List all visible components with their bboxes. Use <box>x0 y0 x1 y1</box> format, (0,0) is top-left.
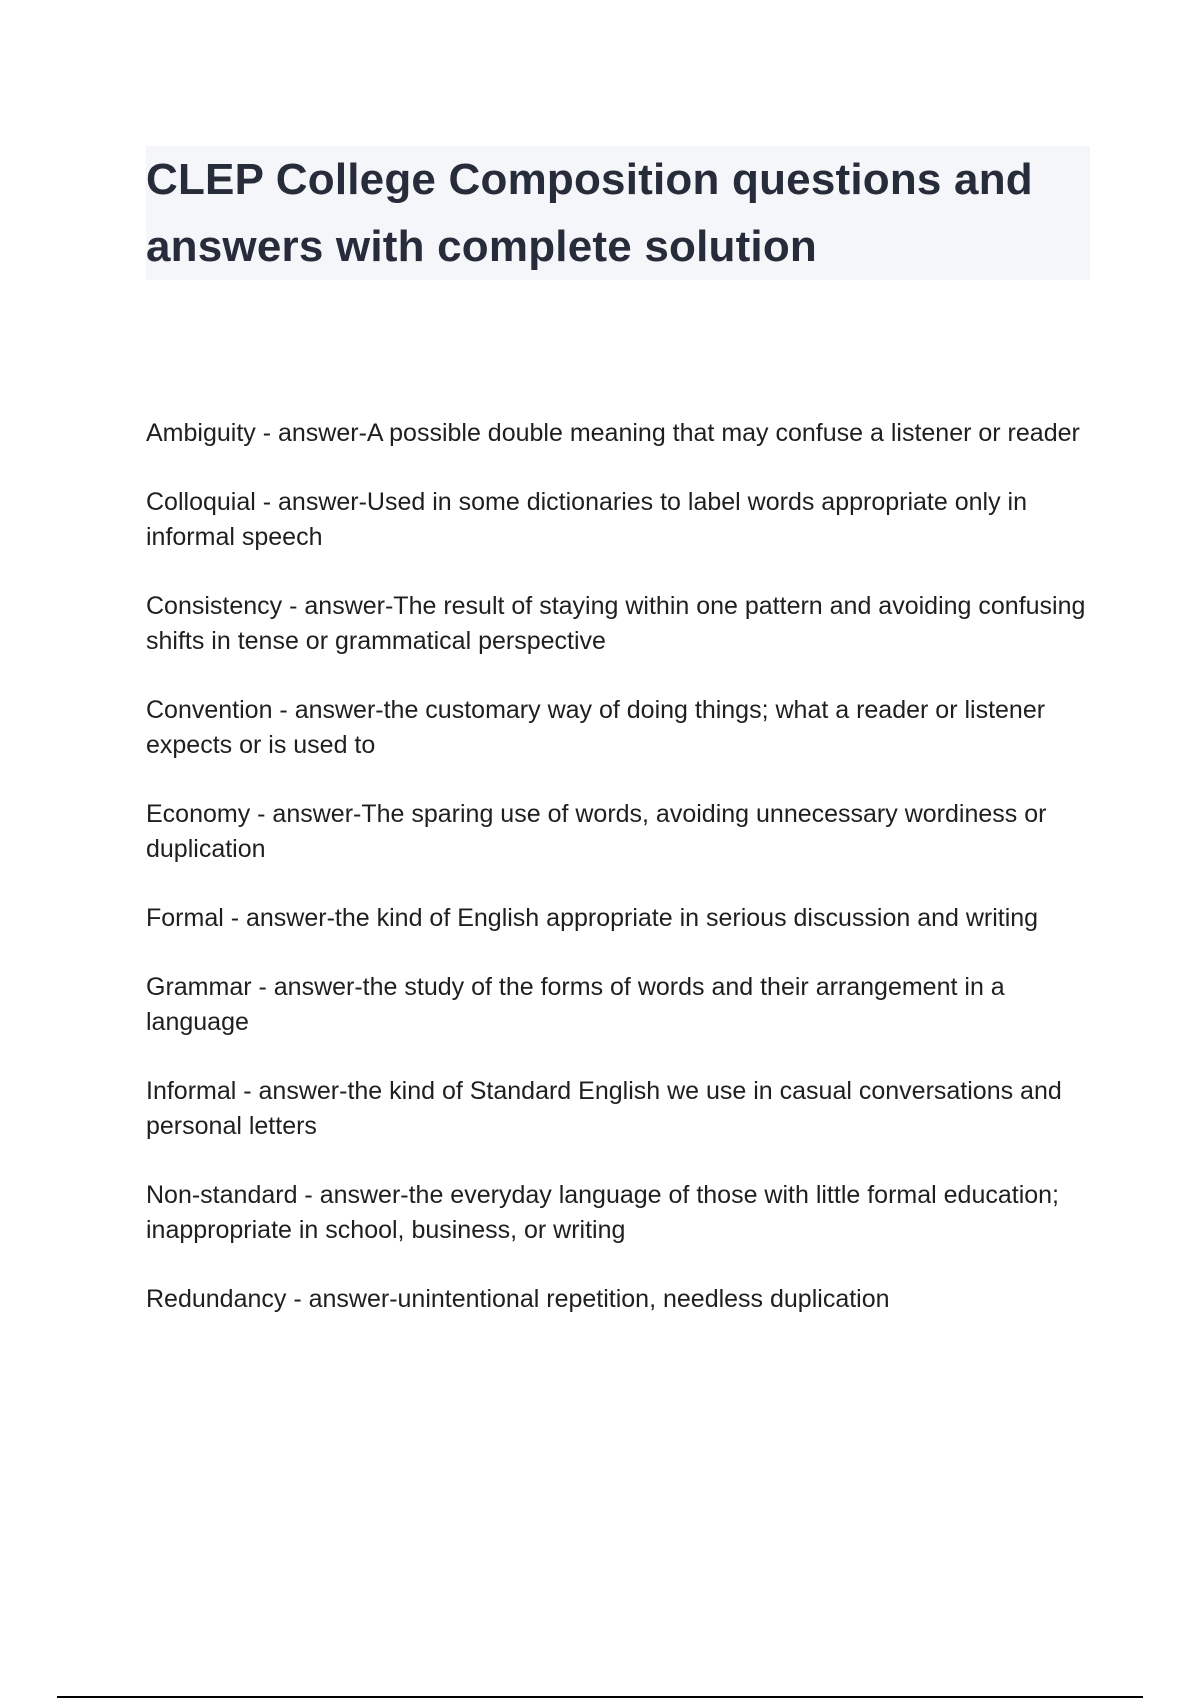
entry-grammar: Grammar - answer-the study of the forms of words and their arrangement in a language <box>146 973 1005 1036</box>
entry-consistency: Consistency - answer-The result of staying within one pattern and avoiding confusing shifts in tense or grammatical perspective <box>146 592 1086 655</box>
entry-non-standard: Non-standard - answer-the everyday language of those with little formal education; inappropriate in school, business, or writing <box>146 1181 1060 1244</box>
title-block <box>146 146 1090 280</box>
entry-informal: Informal - answer-the kind of Standard English we use in casual conversations and personal letters <box>146 1077 1062 1140</box>
entry-redundancy: Redundancy - answer-unintentional repetition, needless duplication <box>146 1285 890 1313</box>
entry-list <box>146 416 1096 1351</box>
entry-colloquial: Colloquial - answer-Used in some dictionaries to label words appropriate only in informal speech <box>146 488 1027 551</box>
entry-formal: Formal - answer-the kind of English appropriate in serious discussion and writing <box>146 904 1039 932</box>
entry-economy: Economy - answer-The sparing use of words, avoiding unnecessary wordiness or duplication <box>146 800 1047 863</box>
document-title: CLEP College Composition questions and answers with complete solution <box>146 155 1033 271</box>
entry-ambiguity: Ambiguity - answer-A possible double meaning that may confuse a listener or reader <box>146 419 1080 447</box>
entry-convention: Convention - answer-the customary way of doing things; what a reader or listener expects or is used to <box>146 696 1046 759</box>
footer-divider <box>57 1696 1143 1698</box>
